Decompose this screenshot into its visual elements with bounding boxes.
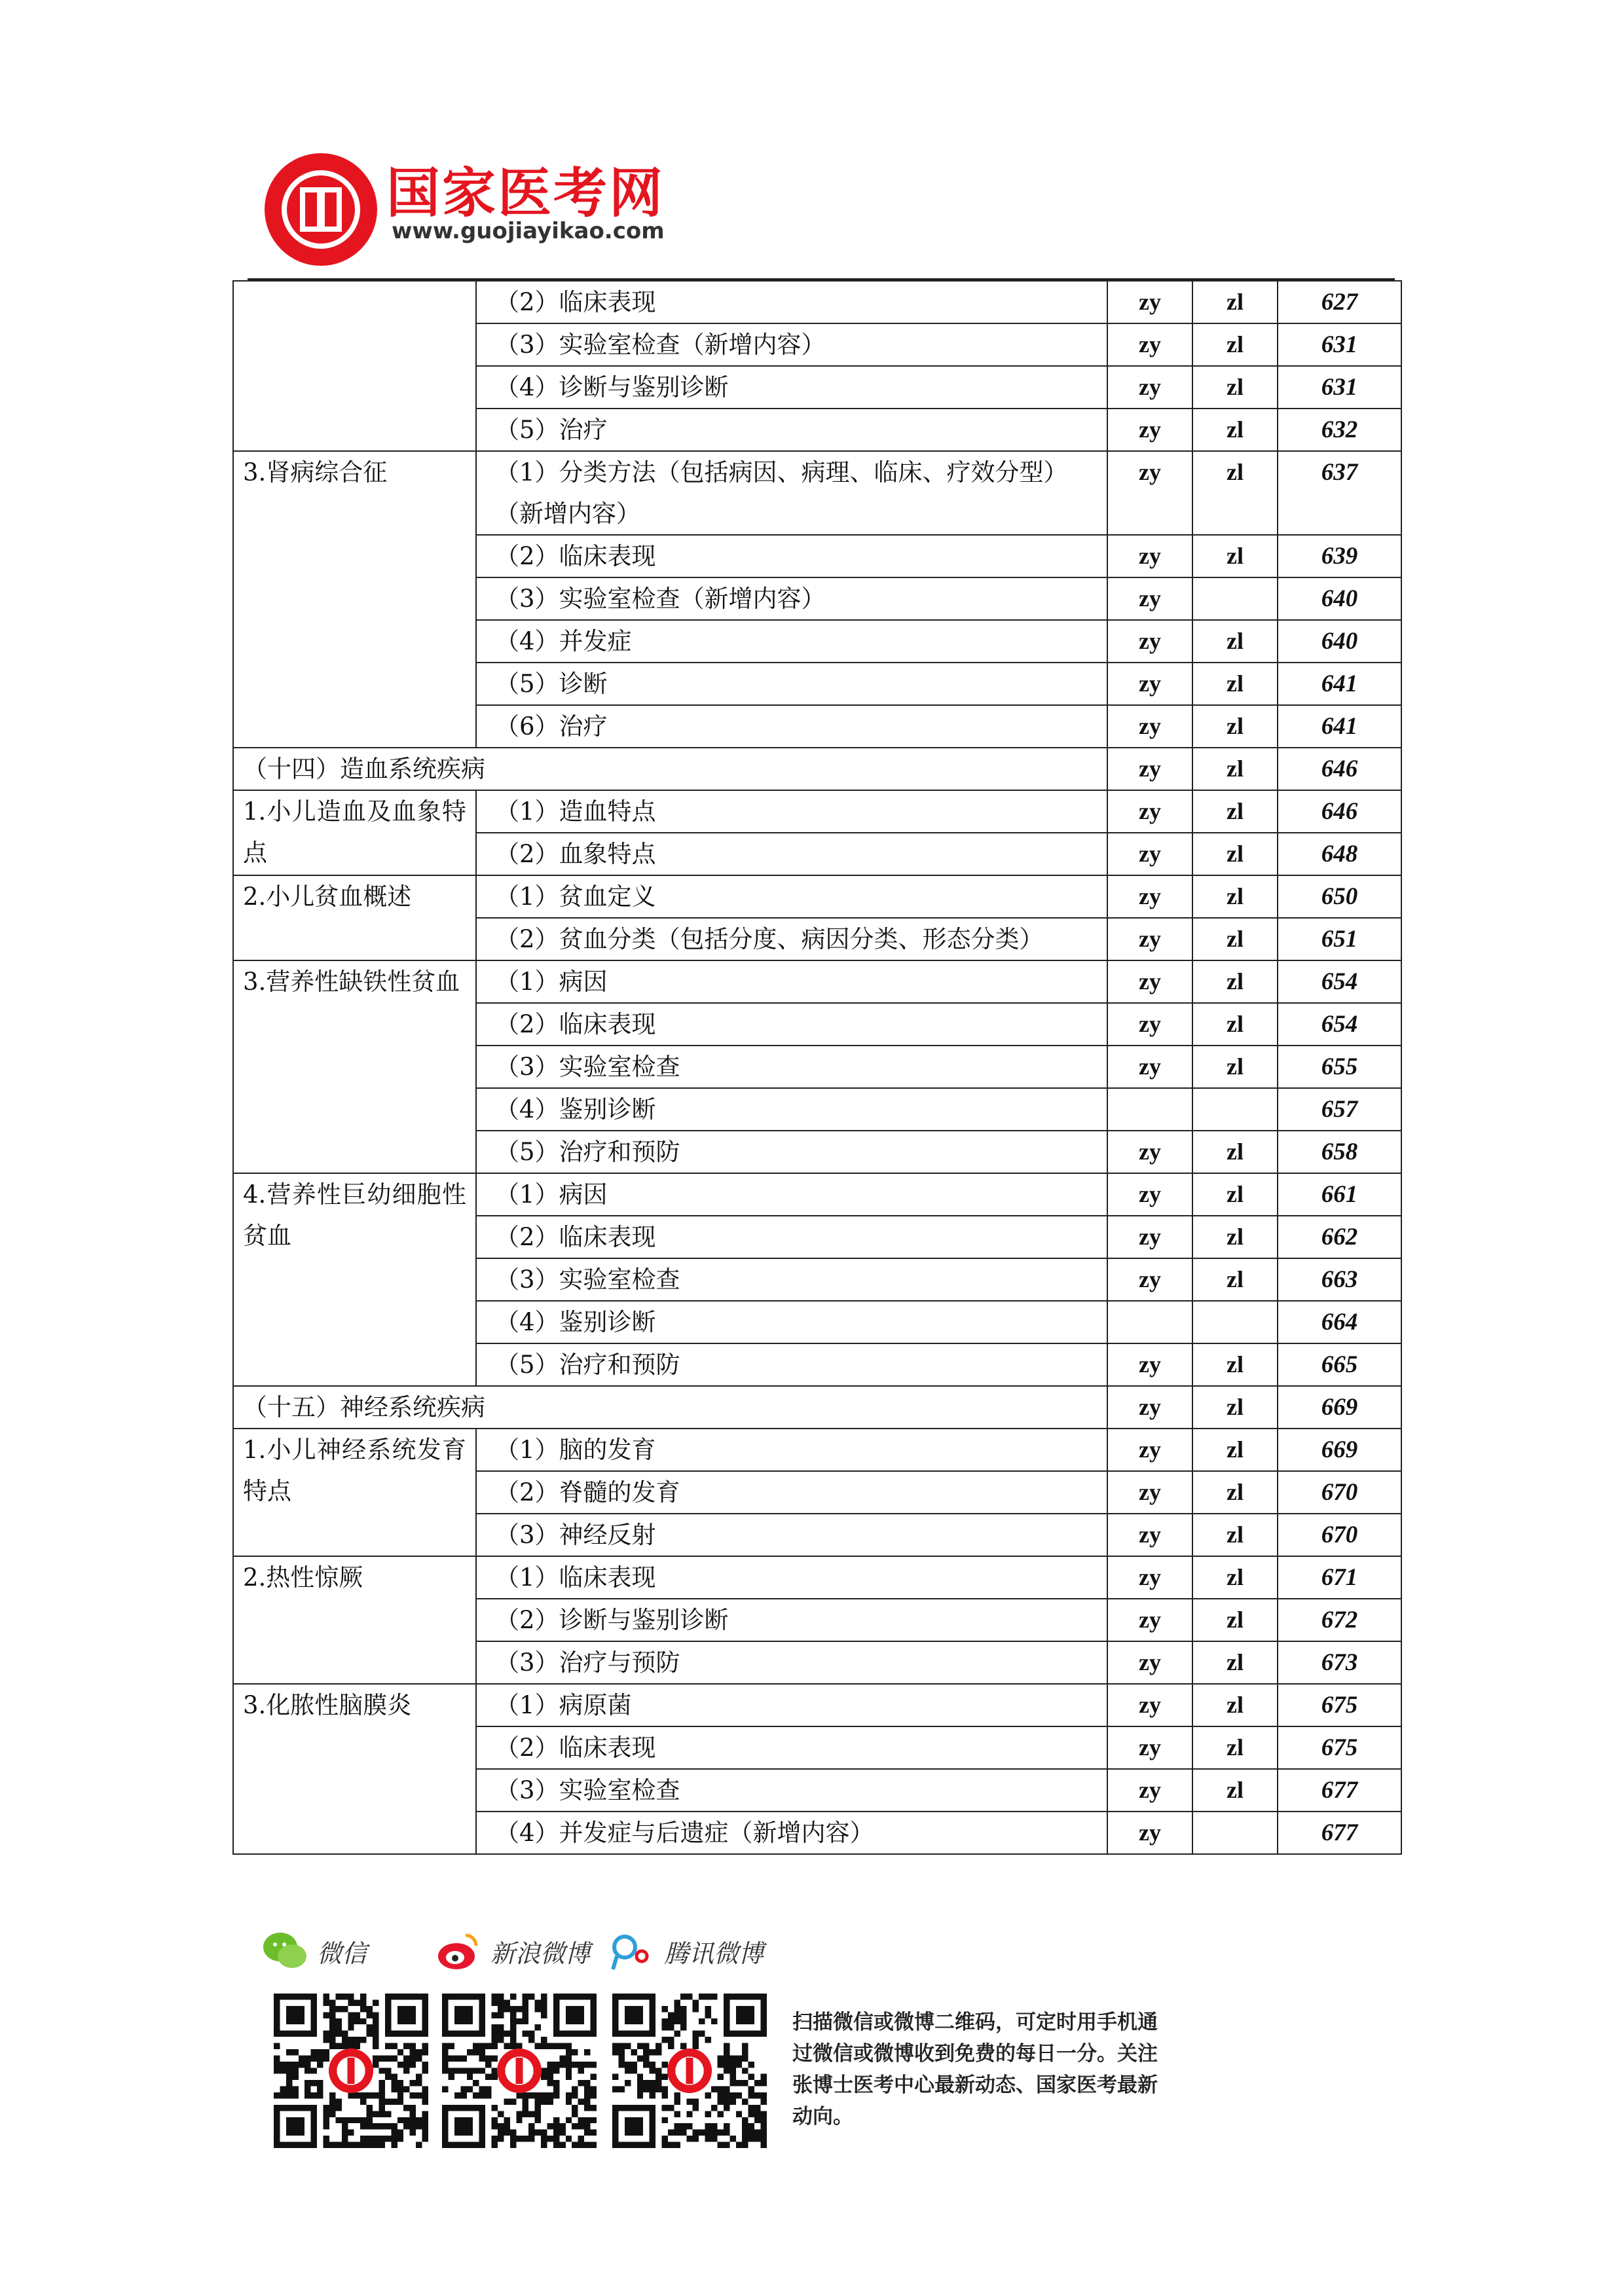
item-title: （1）病原菌 [476, 1684, 1107, 1726]
page-number: 677 [1278, 1812, 1401, 1854]
tencent-weibo-icon [609, 1930, 655, 1972]
tencent-weibo-social[interactable] [609, 1928, 764, 1974]
zl-mark [1192, 1301, 1278, 1343]
category-heading: （十五）神经系统疾病 [233, 1386, 1107, 1429]
section-title: 2.热性惊厥 [233, 1556, 476, 1684]
zl-mark: zl [1192, 1343, 1278, 1386]
zl-mark: zl [1192, 1599, 1278, 1641]
page-footer [262, 1928, 1179, 2151]
zl-mark: zl [1192, 451, 1278, 535]
zy-mark: zy [1107, 1429, 1192, 1471]
zl-mark: zl [1192, 1514, 1278, 1556]
item-title: （2）贫血分类（包括分度、病因分类、形态分类） [476, 918, 1107, 960]
item-title: （3）治疗与预防 [476, 1641, 1107, 1684]
zl-mark: zl [1192, 1684, 1278, 1726]
page-number: 631 [1278, 366, 1401, 409]
zy-mark: zy [1107, 1514, 1192, 1556]
zy-mark: zy [1107, 1173, 1192, 1216]
page-number: 657 [1278, 1088, 1401, 1131]
zy-mark: zy [1107, 620, 1192, 663]
page-number: 646 [1278, 790, 1401, 833]
zl-mark: zl [1192, 1769, 1278, 1812]
zl-mark: zl [1192, 620, 1278, 663]
item-title: （2）临床表现 [476, 1003, 1107, 1046]
page-number: 631 [1278, 323, 1401, 366]
zy-mark: zy [1107, 1386, 1192, 1429]
site-name: 国家医考网 [386, 162, 665, 225]
item-title: （3）神经反射 [476, 1514, 1107, 1556]
zl-mark [1192, 1812, 1278, 1854]
zl-mark: zl [1192, 1003, 1278, 1046]
zl-mark: zl [1192, 960, 1278, 1003]
table-row [233, 281, 1401, 323]
item-title: （1）脑的发育 [476, 1429, 1107, 1471]
zy-mark [1107, 1088, 1192, 1131]
item-title: （5）治疗 [476, 409, 1107, 451]
item-title: （1）临床表现 [476, 1556, 1107, 1599]
table-row [233, 451, 1401, 535]
tencent-qr-code [612, 1994, 767, 2148]
zy-mark: zy [1107, 748, 1192, 790]
page-number: 677 [1278, 1769, 1401, 1812]
zl-mark: zl [1192, 918, 1278, 960]
page-number: 669 [1278, 1429, 1401, 1471]
page-number: 640 [1278, 620, 1401, 663]
table-row [233, 790, 1401, 833]
page-number: 671 [1278, 1556, 1401, 1599]
zl-mark: zl [1192, 1131, 1278, 1173]
table-row [233, 748, 1401, 790]
zy-mark: zy [1107, 1599, 1192, 1641]
footer-note: 扫描微信或微博二维码，可定时用手机通过微信或微博收到免费的每日一分。关注张博士医考中心最新动态、国家医考最新动向。 [792, 2011, 1158, 2128]
zl-mark [1192, 1088, 1278, 1131]
zl-mark: zl [1192, 1173, 1278, 1216]
page-number: 641 [1278, 663, 1401, 705]
page-number: 640 [1278, 577, 1401, 620]
page-number: 670 [1278, 1514, 1401, 1556]
zl-mark: zl [1192, 535, 1278, 577]
zy-mark: zy [1107, 663, 1192, 705]
section-title: 2.小儿贫血概述 [233, 875, 476, 960]
page-number: 675 [1278, 1726, 1401, 1769]
zy-mark: zy [1107, 366, 1192, 409]
zy-mark: zy [1107, 1556, 1192, 1599]
section-title: 3.营养性缺铁性贫血 [233, 960, 476, 1173]
item-title: （2）临床表现 [476, 1726, 1107, 1769]
table-row [233, 1386, 1401, 1429]
table-row [233, 1173, 1401, 1216]
item-title: （1）病因 [476, 1173, 1107, 1216]
zy-mark: zy [1107, 1046, 1192, 1088]
zy-mark: zy [1107, 1131, 1192, 1173]
item-title: （4）鉴别诊断 [476, 1301, 1107, 1343]
zy-mark: zy [1107, 875, 1192, 918]
item-title: （1）分类方法（包括病因、病理、临床、疗效分型）（新增内容） [476, 451, 1107, 535]
zl-mark: zl [1192, 323, 1278, 366]
page-number: 654 [1278, 1003, 1401, 1046]
zl-mark: zl [1192, 663, 1278, 705]
zy-mark: zy [1107, 1258, 1192, 1301]
table-row [233, 1429, 1401, 1471]
weibo-icon [435, 1930, 481, 1972]
zy-mark: zy [1107, 1343, 1192, 1386]
table-row [233, 1556, 1401, 1599]
zy-mark: zy [1107, 1641, 1192, 1684]
weibo-social[interactable] [435, 1928, 590, 1974]
zy-mark [1107, 1301, 1192, 1343]
page-header [262, 141, 720, 265]
zy-mark: zy [1107, 1769, 1192, 1812]
page-number: 639 [1278, 535, 1401, 577]
zl-mark: zl [1192, 790, 1278, 833]
zl-mark: zl [1192, 1641, 1278, 1684]
zy-mark: zy [1107, 451, 1192, 535]
item-title: （2）诊断与鉴别诊断 [476, 1599, 1107, 1641]
page-number: 658 [1278, 1131, 1401, 1173]
weibo-label: 新浪微博 [490, 1939, 591, 1968]
item-title: （5）治疗和预防 [476, 1131, 1107, 1173]
zl-mark: zl [1192, 1726, 1278, 1769]
zl-mark: zl [1192, 1216, 1278, 1258]
zy-mark: zy [1107, 323, 1192, 366]
zy-mark: zy [1107, 1216, 1192, 1258]
page-number: 661 [1278, 1173, 1401, 1216]
page-number: 664 [1278, 1301, 1401, 1343]
zl-mark: zl [1192, 1046, 1278, 1088]
zy-mark: zy [1107, 833, 1192, 875]
zl-mark: zl [1192, 1258, 1278, 1301]
section-title: 3.肾病综合征 [233, 451, 476, 748]
zy-mark: zy [1107, 281, 1192, 323]
zy-mark: zy [1107, 409, 1192, 451]
item-title: （3）实验室检查（新增内容） [476, 577, 1107, 620]
zl-mark: zl [1192, 1429, 1278, 1471]
zl-mark: zl [1192, 281, 1278, 323]
wechat-social[interactable] [262, 1928, 367, 1974]
page-number: 655 [1278, 1046, 1401, 1088]
zl-mark: zl [1192, 409, 1278, 451]
item-title: （6）治疗 [476, 705, 1107, 748]
item-title: （2）临床表现 [476, 535, 1107, 577]
section-title: 4.营养性巨幼细胞性贫血 [233, 1173, 476, 1386]
zl-mark: zl [1192, 833, 1278, 875]
zy-mark: zy [1107, 1812, 1192, 1854]
zl-mark: zl [1192, 366, 1278, 409]
section-title [233, 281, 476, 451]
site-url[interactable]: www.guojiayikao.com [392, 218, 665, 244]
zy-mark: zy [1107, 535, 1192, 577]
item-title: （3）实验室检查（新增内容） [476, 323, 1107, 366]
item-title: （3）实验室检查 [476, 1258, 1107, 1301]
item-title: （3）实验室检查 [476, 1046, 1107, 1088]
page-number: 648 [1278, 833, 1401, 875]
page-number: 632 [1278, 409, 1401, 451]
zy-mark: zy [1107, 1726, 1192, 1769]
page-number: 672 [1278, 1599, 1401, 1641]
page-number: 662 [1278, 1216, 1401, 1258]
wechat-qr-code [274, 1994, 428, 2148]
zl-mark: zl [1192, 875, 1278, 918]
page-number: 663 [1278, 1258, 1401, 1301]
zy-mark: zy [1107, 790, 1192, 833]
zl-mark: zl [1192, 1556, 1278, 1599]
section-title: 1.小儿神经系统发育特点 [233, 1429, 476, 1556]
page-number: 675 [1278, 1684, 1401, 1726]
page-number: 650 [1278, 875, 1401, 918]
item-title: （1）贫血定义 [476, 875, 1107, 918]
page-number: 673 [1278, 1641, 1401, 1684]
page-number: 665 [1278, 1343, 1401, 1386]
item-title: （1）病因 [476, 960, 1107, 1003]
logo-seal-icon [262, 151, 380, 268]
page-number: 637 [1278, 451, 1401, 535]
page-number: 627 [1278, 281, 1401, 323]
weibo-qr-code [442, 1994, 597, 2148]
page-number: 654 [1278, 960, 1401, 1003]
table-row [233, 1684, 1401, 1726]
page-number: 651 [1278, 918, 1401, 960]
zl-mark [1192, 577, 1278, 620]
item-title: （2）脊髓的发育 [476, 1471, 1107, 1514]
zy-mark: zy [1107, 918, 1192, 960]
page-number: 641 [1278, 705, 1401, 748]
item-title: （3）实验室检查 [476, 1769, 1107, 1812]
zl-mark: zl [1192, 1471, 1278, 1514]
syllabus-table [232, 280, 1402, 1855]
zy-mark: zy [1107, 1003, 1192, 1046]
item-title: （5）诊断 [476, 663, 1107, 705]
wechat-label: 微信 [317, 1939, 367, 1968]
page-number: 669 [1278, 1386, 1401, 1429]
page-number: 646 [1278, 748, 1401, 790]
item-title: （4）并发症与后遗症（新增内容） [476, 1812, 1107, 1854]
zl-mark: zl [1192, 705, 1278, 748]
zy-mark: zy [1107, 960, 1192, 1003]
tencent-weibo-label: 腾讯微博 [664, 1939, 764, 1968]
item-title: （2）血象特点 [476, 833, 1107, 875]
item-title: （1）造血特点 [476, 790, 1107, 833]
item-title: （5）治疗和预防 [476, 1343, 1107, 1386]
table-row [233, 875, 1401, 918]
item-title: （4）并发症 [476, 620, 1107, 663]
wechat-icon [262, 1930, 308, 1972]
page-number: 670 [1278, 1471, 1401, 1514]
item-title: （2）临床表现 [476, 281, 1107, 323]
zy-mark: zy [1107, 705, 1192, 748]
zl-mark: zl [1192, 748, 1278, 790]
section-title: 1.小儿造血及血象特点 [233, 790, 476, 875]
section-title: 3.化脓性脑膜炎 [233, 1684, 476, 1854]
category-heading: （十四）造血系统疾病 [233, 748, 1107, 790]
item-title: （2）临床表现 [476, 1216, 1107, 1258]
table-row [233, 960, 1401, 1003]
zy-mark: zy [1107, 1471, 1192, 1514]
item-title: （4）鉴别诊断 [476, 1088, 1107, 1131]
zy-mark: zy [1107, 1684, 1192, 1726]
zy-mark: zy [1107, 577, 1192, 620]
zl-mark: zl [1192, 1386, 1278, 1429]
item-title: （4）诊断与鉴别诊断 [476, 366, 1107, 409]
